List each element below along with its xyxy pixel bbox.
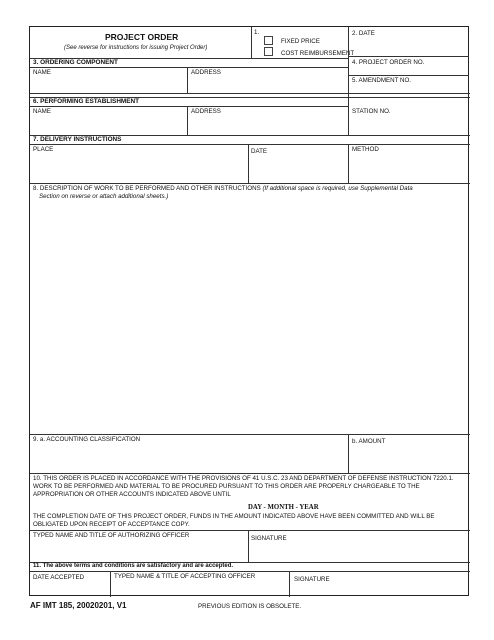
fixed-price-checkbox[interactable] bbox=[264, 36, 273, 45]
authorizing-officer-field[interactable] bbox=[31, 540, 247, 561]
authorizing-signature-label: SIGNATURE bbox=[251, 535, 287, 542]
accepting-officer-label: TYPED NAME & TITLE OF ACCEPTING OFFICER bbox=[114, 573, 256, 580]
performing-name-label: NAME bbox=[33, 108, 51, 115]
form-identifier: AF IMT 185, 20020201, V1 bbox=[30, 601, 127, 610]
date-label: 2. DATE bbox=[352, 30, 375, 37]
completion-text: THE COMPLETION DATE OF THIS PROJECT ORDER, FUNDS IN THE AMOUNT INDICATED ABOVE HAVE BEEN COMMITTED AND WILL BE OBLIGATED UPON RECEIPT OF ACCEPTANCE COPY. bbox=[33, 513, 435, 529]
authorizing-signature-field[interactable] bbox=[249, 543, 469, 561]
accounting-classification-field[interactable] bbox=[31, 444, 347, 472]
amount-field[interactable] bbox=[349, 447, 469, 472]
description-note-line2: Section on reverse or attach additional sheets.) bbox=[39, 193, 169, 201]
description-note-line1: (If additional space is required, use Supplemental Data bbox=[262, 185, 413, 192]
ordering-component-heading: 3. ORDERING COMPONENT bbox=[33, 59, 118, 66]
project-order-no-label: 4. PROJECT ORDER NO. bbox=[352, 59, 425, 66]
ordering-address-label: ADDRESS bbox=[191, 69, 221, 76]
date-accepted-field[interactable] bbox=[31, 581, 109, 595]
completion-date-field[interactable] bbox=[242, 493, 352, 503]
project-order-form bbox=[29, 26, 469, 596]
previous-edition-note: PREVIOUS EDITION IS OBSOLETE. bbox=[198, 603, 302, 610]
certification-text: 10. THIS ORDER IS PLACED IN ACCORDANCE WITH THE PROVISIONS OF 41 U.S.C. 23 AND DEPARTMENT OF DEFENSE INSTRUCTION 7220.1. WORK TO BE PERFORMED AND MATERIAL TO BE PROCURED PURSUANT TO THIS ORDER ARE PROPERLY CHARGEABLE TO THE APPROPRIATION OR OTHER ACCOUNTS INDICATED ABOVE UNTIL bbox=[33, 475, 454, 499]
form-subtitle: (See reverse for instructions for issuing Project Order) bbox=[64, 45, 208, 51]
description-field[interactable] bbox=[31, 209, 469, 433]
station-no-label: STATION NO. bbox=[352, 108, 391, 115]
performing-address-label: ADDRESS bbox=[191, 108, 221, 115]
description-label-text: 8. DESCRIPTION OF WORK TO BE PERFORMED AND OTHER INSTRUCTIONS bbox=[33, 185, 261, 192]
ordering-address-field[interactable] bbox=[188, 76, 347, 92]
acceptance-heading: 11. The above terms and conditions are satisfactory and are accepted. bbox=[33, 563, 234, 569]
ordering-name-field[interactable] bbox=[31, 76, 186, 92]
accepting-signature-label: SIGNATURE bbox=[294, 576, 330, 583]
form-title: PROJECT ORDER bbox=[105, 32, 179, 42]
delivery-method-label: METHOD bbox=[352, 146, 379, 153]
accounting-classification-label: 9. a. ACCOUNTING CLASSIFICATION bbox=[33, 436, 141, 443]
delivery-place-field[interactable] bbox=[31, 154, 247, 182]
delivery-date-label: DATE bbox=[251, 148, 268, 155]
cost-reimbursement-label: COST REIMBURSEMENT bbox=[281, 50, 355, 57]
station-no-field[interactable] bbox=[349, 115, 469, 134]
delivery-method-field[interactable] bbox=[349, 154, 469, 182]
cost-reimbursement-checkbox[interactable] bbox=[264, 47, 273, 56]
description-label bbox=[33, 185, 465, 201]
performing-name-field[interactable] bbox=[31, 115, 186, 134]
accepting-officer-field[interactable] bbox=[111, 581, 288, 595]
authorizing-officer-label: TYPED NAME AND TITLE OF AUTHORIZING OFFICER bbox=[33, 532, 190, 539]
performing-establishment-heading: 6. PERFORMING ESTABLISHMENT bbox=[33, 98, 140, 105]
date-field[interactable] bbox=[349, 37, 469, 57]
amount-label: b. AMOUNT bbox=[352, 438, 386, 445]
delivery-instructions-heading: 7. DELIVERY INSTRUCTIONS bbox=[33, 136, 122, 143]
delivery-place-label: PLACE bbox=[33, 146, 54, 153]
fixed-price-label: FIXED PRICE bbox=[281, 38, 320, 45]
delivery-date-field[interactable] bbox=[249, 157, 347, 182]
date-accepted-label: DATE ACCEPTED bbox=[33, 574, 85, 581]
performing-address-field[interactable] bbox=[188, 115, 347, 134]
block1-number: 1. bbox=[254, 29, 260, 36]
date-format-label: DAY - MONTH - YEAR bbox=[248, 504, 319, 511]
amendment-no-label: 5. AMENDMENT NO. bbox=[352, 77, 412, 84]
accepting-signature-field[interactable] bbox=[290, 583, 469, 595]
ordering-name-label: NAME bbox=[33, 69, 51, 76]
